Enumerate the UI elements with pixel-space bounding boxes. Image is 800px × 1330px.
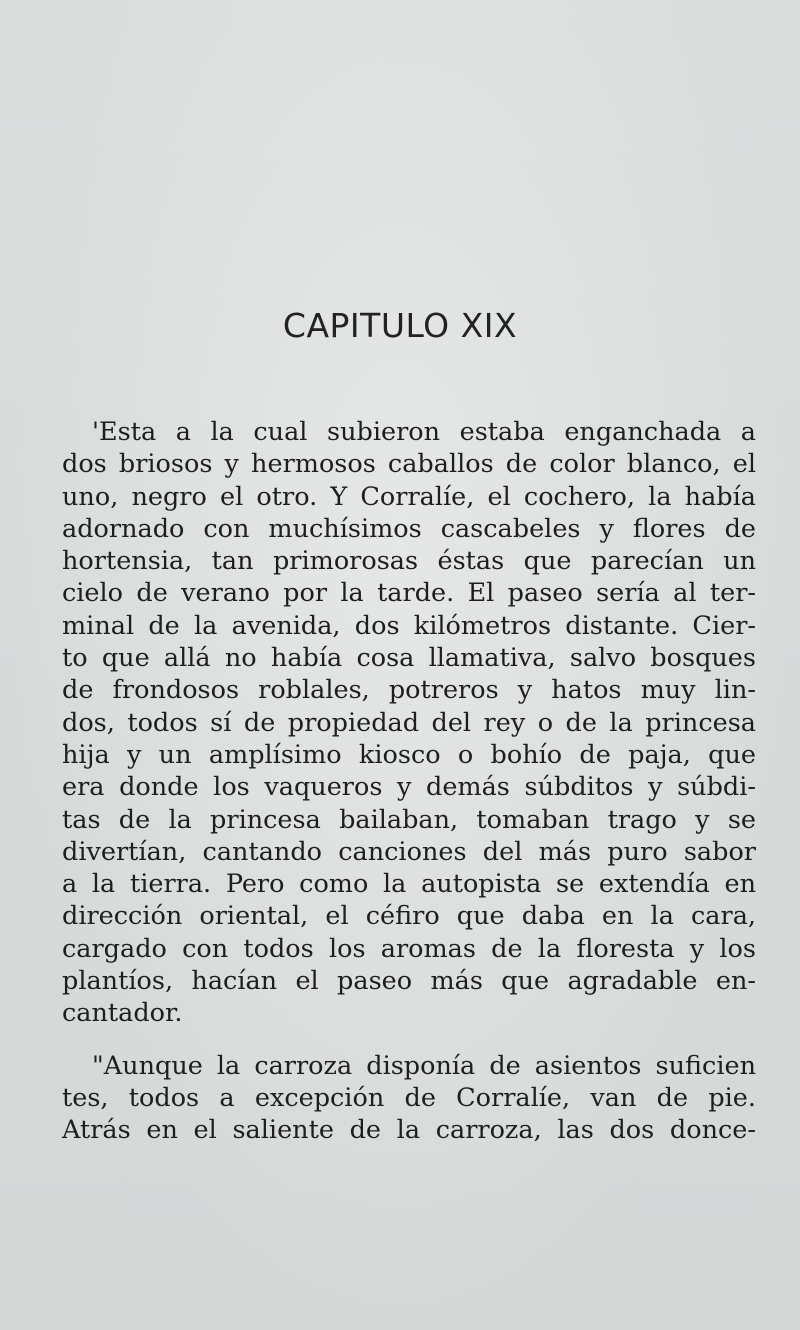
text-line: tes, todos a excepción de Corralíe, van de pie. xyxy=(62,1082,756,1113)
text-line: a la tierra. Pero como la autopista se extendía en xyxy=(62,869,756,900)
text-line: 'Esta a la cual subieron estaba enganchada a xyxy=(92,417,756,447)
paragraph-1 xyxy=(62,416,756,1030)
paragraph-2 xyxy=(62,1050,756,1147)
text-line: cielo de verano por la tarde. El paseo sería al ter- xyxy=(62,578,756,609)
paragraph-gap xyxy=(62,1030,756,1050)
text-line: plantíos, hacían el paseo más que agradable en- xyxy=(62,966,756,997)
body-text xyxy=(62,416,756,1147)
text-line: tas de la princesa bailaban, tomaban trago y se xyxy=(62,804,756,835)
text-line: hortensia, tan primorosas éstas que parecían un xyxy=(62,546,756,577)
text-line: dos, todos sí de propiedad del rey o de la princesa xyxy=(62,707,756,738)
text-line: to que allá no había cosa llamativa, salvo bosques xyxy=(62,643,756,674)
text-line: cargado con todos los aromas de la floresta y los xyxy=(62,933,756,964)
text-line: dos briosos y hermosos caballos de color blanco, el xyxy=(62,449,756,480)
text-line: de frondosos roblales, potreros y hatos muy lin- xyxy=(62,675,756,706)
text-line: divertían, cantando canciones del más puro sabor xyxy=(62,836,756,867)
text-line: hija y un amplísimo kiosco o bohío de paja, que xyxy=(62,739,756,770)
text-line: era donde los vaqueros y demás súbditos y súbdi- xyxy=(62,772,756,803)
text-line: Atrás en el saliente de la carroza, las dos donce- xyxy=(62,1115,756,1146)
text-line: uno, negro el otro. Y Corralíe, el cochero, la había xyxy=(62,481,756,512)
text-line: dirección oriental, el céfiro que daba en la cara, xyxy=(62,901,756,932)
text-line: cantador. xyxy=(62,998,183,1029)
chapter-title: CAPITULO XIX xyxy=(282,306,518,345)
text-line: minal de la avenida, dos kilómetros distante. Cier- xyxy=(62,610,756,641)
text-line: "Aunque la carroza disponía de asientos suficien xyxy=(92,1050,756,1081)
text-line: adornado con muchísimos cascabeles y flores de xyxy=(62,513,756,544)
